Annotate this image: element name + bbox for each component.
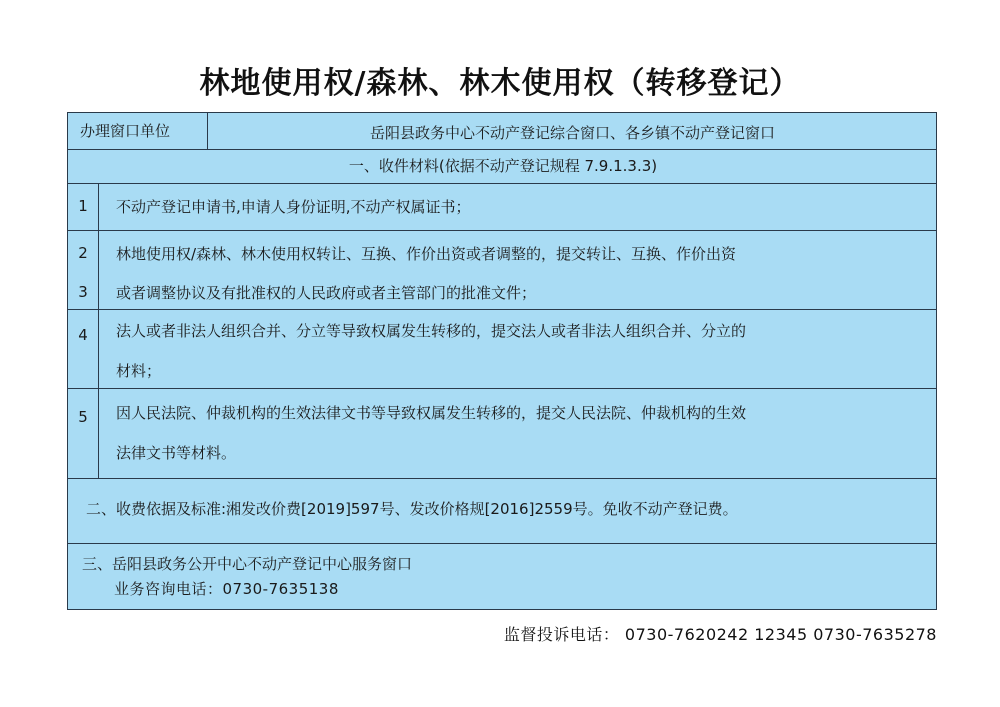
office-value: 岳阳县政务中心不动产登记综合窗口、各乡镇不动产登记窗口	[369, 124, 775, 142]
info-table	[67, 112, 937, 610]
row-divider	[68, 478, 936, 479]
complaint-phone: 监督投诉电话： 0730-7620242 12345 0730-7635278	[503, 625, 937, 644]
row-divider	[68, 543, 936, 544]
column-divider	[98, 183, 99, 478]
item-text: 材料；	[116, 362, 162, 380]
consult-phone: 业务咨询电话：0730-7635138	[114, 580, 339, 598]
item-text: 因人民法院、仲裁机构的生效法律文书等导致权属发生转移的，提交人民法院、仲裁机构的生效	[116, 404, 747, 422]
item-text: 或者调整协议及有批准权的人民政府或者主管部门的批准文件；	[116, 284, 537, 302]
row-divider	[68, 309, 936, 310]
item-text: 法律文书等材料。	[116, 444, 237, 462]
office-label: 办理窗口单位	[80, 122, 171, 140]
item-text: 不动产登记申请书,申请人身份证明,不动产权属证书；	[116, 198, 471, 216]
item-number: 5	[78, 408, 88, 426]
row-divider	[68, 388, 936, 389]
row-divider	[68, 183, 936, 184]
row-divider	[68, 149, 936, 150]
item-number: 2	[78, 244, 88, 262]
row-divider	[68, 230, 936, 231]
page-title: 林地使用权/森林、林木使用权（转移登记）	[199, 66, 801, 101]
item-number: 3	[78, 283, 88, 301]
item-text: 林地使用权/森林、林木使用权转让、互换、作价出资或者调整的，提交转让、互换、作价出资	[116, 245, 737, 263]
materials-header: 一、收件材料(依据不动产登记规程 7.9.1.3.3)	[348, 157, 658, 175]
item-text: 法人或者非法人组织合并、分立等导致权属发生转移的，提交法人或者非法人组织合并、分立的	[116, 322, 747, 340]
item-number: 1	[78, 197, 88, 215]
item-number: 4	[78, 326, 88, 344]
service-window: 三、岳阳县政务公开中心不动产登记中心服务窗口	[82, 555, 413, 573]
fee-basis: 二、收费依据及标准:湘发改价费[2019]597号、发改价格规[2016]2559号。免收不动产登记费。	[86, 500, 738, 518]
